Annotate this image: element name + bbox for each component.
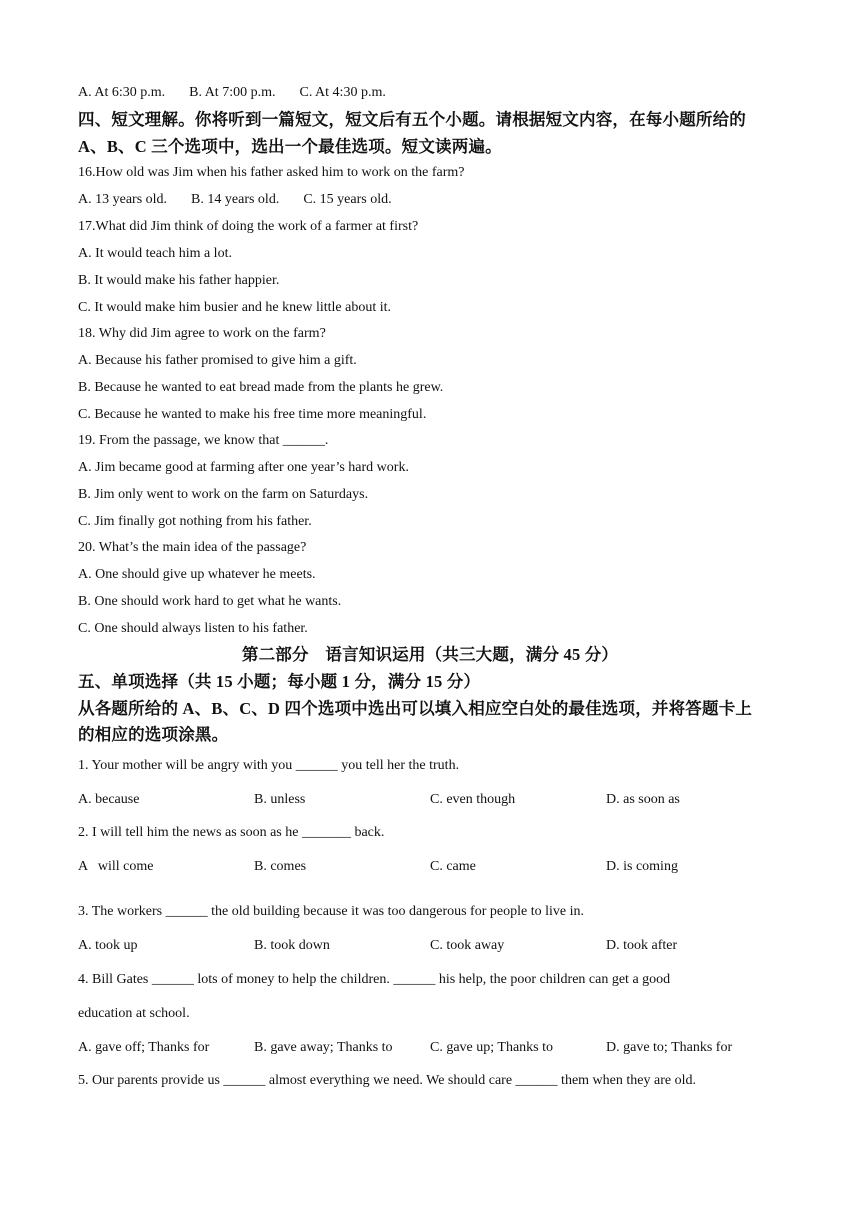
option: B. 14 years old. (191, 192, 280, 207)
section5-instruction-line2: 的相应的选项涂黑。 (78, 725, 229, 744)
option: C. At 4:30 p.m. (299, 85, 386, 100)
option: A. 13 years old. (78, 192, 168, 207)
section4-heading-line2: A、B、C 三个选项中，选出一个最佳选项。短文读两遍。 (78, 137, 502, 156)
section5-heading: 五、单项选择（共 15 小题；每小题 1 分，满分 15 分） (78, 672, 481, 691)
option: B. Because he wanted to eat bread made from the plants he grew. (78, 380, 444, 395)
question-stem: 4. Bill Gates ______ lots of money to help the children. ______ his help, the poor children can get a good (78, 972, 671, 987)
option-d: D. took after (606, 938, 678, 953)
option-a: A will come (78, 859, 154, 874)
option-d: D. gave to; Thanks for (606, 1040, 733, 1055)
question-stem-continued: education at school. (78, 1006, 190, 1021)
option-a: A. took up (78, 938, 138, 953)
option-b: B. unless (254, 792, 306, 807)
option-a: A. gave off; Thanks for (78, 1040, 210, 1055)
option: B. At 7:00 p.m. (189, 85, 276, 100)
option: C. Jim finally got nothing from his father. (78, 514, 312, 529)
option: A. At 6:30 p.m. (78, 85, 166, 100)
option: C. One should always listen to his father. (78, 621, 308, 636)
option: A. Because his father promised to give him a gift. (78, 353, 357, 368)
question-stem: 2. I will tell him the news as soon as he _______ back. (78, 825, 385, 840)
question-stem: 5. Our parents provide us ______ almost everything we need. We should care ______ them when they are old. (78, 1073, 696, 1088)
section5-instruction-line1: 从各题所给的 A、B、C、D 四个选项中选出可以填入相应空白处的最佳选项，并将答题卡上 (78, 699, 753, 718)
option: A. One should give up whatever he meets. (78, 567, 316, 582)
question-stem: 19. From the passage, we know that ______. (78, 433, 329, 448)
section4-heading-line1: 四、短文理解。你将听到一篇短文，短文后有五个小题。请根据短文内容，在每小题所给的 (78, 110, 746, 129)
option-c: C. gave up; Thanks to (430, 1040, 554, 1055)
option-b: B. gave away; Thanks to (254, 1040, 393, 1055)
question-stem: 18. Why did Jim agree to work on the farm? (78, 326, 326, 341)
question-options (78, 191, 392, 209)
option-c: C. came (430, 859, 476, 874)
option: A. Jim became good at farming after one year’s hard work. (78, 460, 409, 475)
option: C. It would make him busier and he knew little about it. (78, 300, 391, 315)
option-d: D. is coming (606, 859, 678, 874)
option-b: B. took down (254, 938, 330, 953)
option: B. One should work hard to get what he wants. (78, 594, 342, 609)
option-a: A. because (78, 792, 140, 807)
option-d: D. as soon as (606, 792, 680, 807)
option: C. 15 years old. (303, 192, 392, 207)
question-stem: 20. What’s the main idea of the passage? (78, 540, 307, 555)
question-stem: 3. The workers ______ the old building because it was too dangerous for people to live in. (78, 904, 584, 919)
question-stem: 16.How old was Jim when his father asked him to work on the farm? (78, 165, 465, 180)
part2-title: 第二部分 语言知识运用（共三大题，满分 45 分） (241, 645, 619, 664)
option: A. It would teach him a lot. (78, 246, 232, 261)
question-stem: 17.What did Jim think of doing the work of a farmer at first? (78, 219, 419, 234)
prev-question-options (78, 84, 386, 102)
option: B. It would make his father happier. (78, 273, 280, 288)
option-c: C. even though (430, 792, 516, 807)
option: C. Because he wanted to make his free time more meaningful. (78, 407, 427, 422)
option: B. Jim only went to work on the farm on Saturdays. (78, 487, 369, 502)
option-b: B. comes (254, 859, 307, 874)
option-c: C. took away (430, 938, 505, 953)
question-stem: 1. Your mother will be angry with you ______ you tell her the truth. (78, 758, 460, 773)
